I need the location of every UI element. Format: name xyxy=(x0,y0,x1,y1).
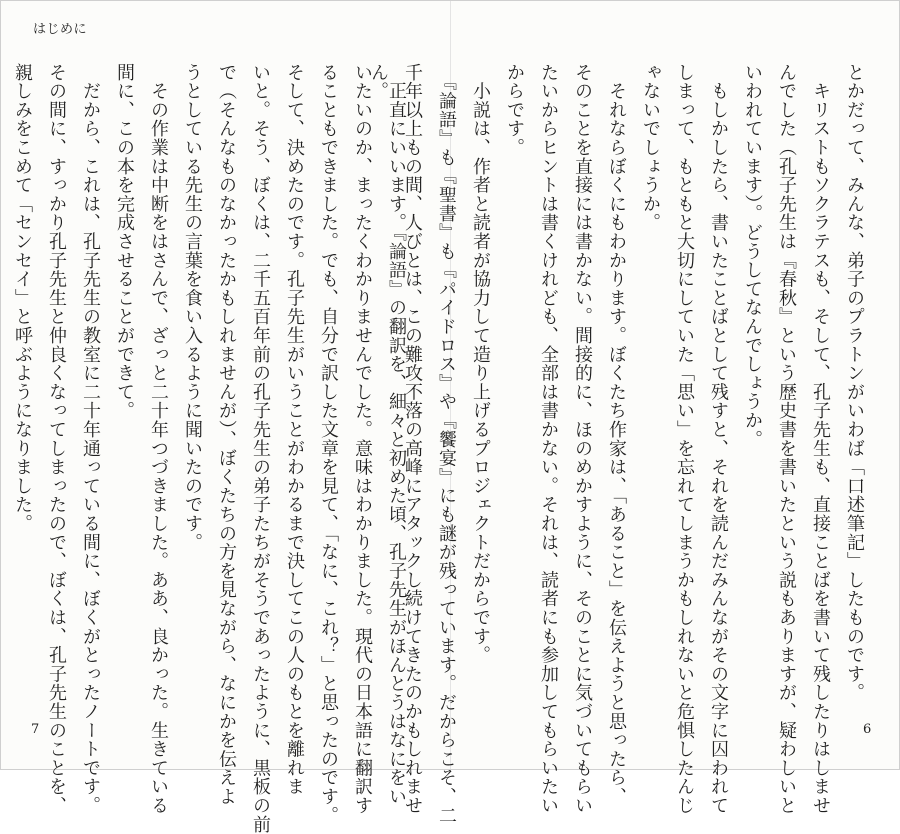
text-line: そのことを直接には書かない。間接的に、ほのめかすように、そのことに気づいてもらい xyxy=(572,63,593,815)
text-line: その作業は中断をはさんで、ざっと二十年つづきました。ああ、良かった。生きている xyxy=(148,63,169,815)
text-line: 千年以上もの間、人びとは、この難攻不落の高峰にアタックし続けてきたのかもしれませ xyxy=(402,63,423,815)
text-line: うとしている先生の言葉を食い入るように聞いたのです。 xyxy=(182,63,203,552)
text-line: で（そんなものなかったかもしれませんが）、ぼくたちの方を見ながら、なにかを伝えよ xyxy=(216,63,237,806)
text-line: それならぼくにもわかります。ぼくたち作家は、「あること」を伝えようと思ったら、 xyxy=(606,63,627,806)
text-line: んでした（孔子先生は『春秋』という歴史書を書いたという説もありますが、疑わしいと xyxy=(776,63,797,815)
text-line: その間に、すっかり孔子先生と仲良くなってしまったので、ぼくは、孔子先生のことを、 xyxy=(46,63,67,815)
page-number-left: 7 xyxy=(31,722,40,737)
text-line: そして、決めたのです。孔子先生がいうことがわかるまで決してこの人のもとを離れま xyxy=(284,63,305,797)
text-line: とかだって、みんな、弟子のプラトンがいわば「口述筆記」したものです。 xyxy=(844,63,865,703)
text-line: いたいのか、まったくわかりませんでした。意味はわかりました。現代の日本語に翻訳す xyxy=(352,63,373,815)
text-line: ることもできました。でも、自分で訳した文章を見て、「なに、これ？」と思ったのです。 xyxy=(318,63,339,825)
running-head: はじめに xyxy=(33,22,88,37)
text-line: いと。そう、ぼくは、二千五百年前の孔子先生の弟子たちがそうであったように、黒板の前 xyxy=(250,63,271,834)
text-line: ゃないでしょうか。 xyxy=(640,63,661,233)
text-line: いわれています）。どうしてなんでしょうか。 xyxy=(742,63,763,449)
text-line: たいからヒントは書くけれども、全部は書かない。それは、読者にも参加してもらいたい xyxy=(538,63,559,815)
text-line: 間に、この本を完成させることができて。 xyxy=(114,63,135,421)
text-line: からです。 xyxy=(504,63,525,157)
page-number-right: 6 xyxy=(863,722,872,737)
text-line: ん。 xyxy=(368,63,389,101)
text-line: もしかしたら、書いたことばとして残すと、それを読んだみんながその文字に囚われて xyxy=(708,63,729,815)
text-line: 『論語』も『聖書』も『パイドロス』や『饗宴』にも謎が残っています。だからこそ、二 xyxy=(436,63,457,825)
text-line: しまって、もともと大切にしていた「思い」を忘れてしまうかもしれないと危惧したんじ xyxy=(674,63,695,815)
text-line: だから、これは、孔子先生の教室に二十年通っている間に、ぼくがとったノートです。 xyxy=(80,63,101,815)
text-line xyxy=(0,63,5,673)
text-line: キリストもソクラテスも、そして、孔子先生も、直接ことばを書いて残したりはしませ xyxy=(810,63,831,815)
text-line: 正直にいいます。『論語』の翻訳を、細々と初めた頃、孔子先生がほんとうはなにをい xyxy=(386,63,407,806)
text-line: 小説は、作者と読者が協力して造り上げるプロジェクトだからです。 xyxy=(470,63,491,665)
text-line: 親しみをこめて「センセイ」と呼ぶようになりました。 xyxy=(12,63,33,533)
